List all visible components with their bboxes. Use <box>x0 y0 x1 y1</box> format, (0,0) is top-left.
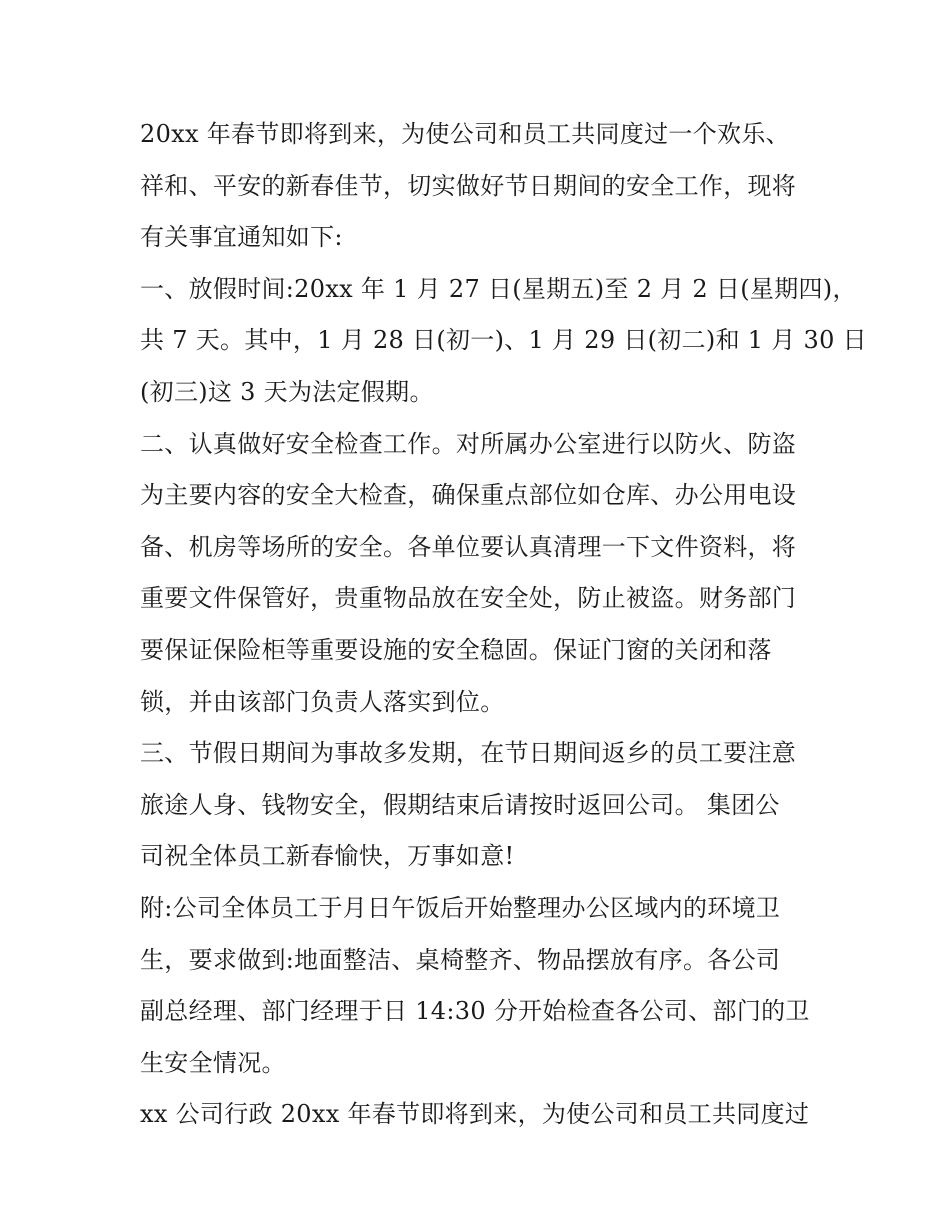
text-line: 二、认真做好安全检查工作。对所属办公室进行以防火、防盗 <box>140 429 797 458</box>
text-line: 三、节假日期间为事故多发期，在节日期间返乡的员工要注意 <box>140 739 797 768</box>
text-line: (初三)这 3 天为法定假期。 <box>140 377 434 406</box>
text-line: 一、放假时间:20xx 年 1 月 27 日(星期五)至 2 月 2 日(星期四)， <box>140 274 857 303</box>
text-line: 副总经理、部门经理于日 14:30 分开始检查各公司、部门的卫 <box>140 997 810 1026</box>
text-line: 要保证保险柜等重要设施的安全稳固。保证门窗的关闭和落 <box>140 635 772 664</box>
text-line: 生，要求做到:地面整洁、桌椅整齐、物品摆放有序。各公司 <box>140 945 781 974</box>
text-line: 附:公司全体员工于月日午饭后开始整理办公区域内的环境卫 <box>140 893 781 922</box>
text-line: 共 7 天。其中，1 月 28 日(初一)、1 月 29 日(初二)和 1 月 30 日 <box>140 326 867 355</box>
document-body <box>140 109 867 1141</box>
text-line: 有关事宜通知如下: <box>140 223 343 252</box>
text-line: 祥和、平安的新春佳节，切实做好节日期间的安全工作，现将 <box>140 171 797 200</box>
text-line: 锁，并由该部门负责人落实到位。 <box>140 687 505 716</box>
text-line: 备、机房等场所的安全。各单位要认真清理一下文件资料，将 <box>140 532 797 561</box>
text-line: 生安全情况。 <box>140 1048 286 1077</box>
text-line: 20xx 年春节即将到来，为使公司和员工共同度过一个欢乐、 <box>140 120 790 148</box>
text-line: 旅途人身、钱物安全，假期结束后请按时返回公司。 集团公 <box>140 790 780 819</box>
text-line: xx 公司行政 20xx 年春节即将到来，为使公司和员工共同度过 <box>140 1100 810 1129</box>
text-line: 司祝全体员工新春愉快，万事如意! <box>140 842 515 871</box>
text-line: 重要文件保管好，贵重物品放在安全处，防止被盗。财务部门 <box>140 584 797 613</box>
text-line: 为主要内容的安全大检查，确保重点部位如仓库、办公用电设 <box>140 481 797 510</box>
